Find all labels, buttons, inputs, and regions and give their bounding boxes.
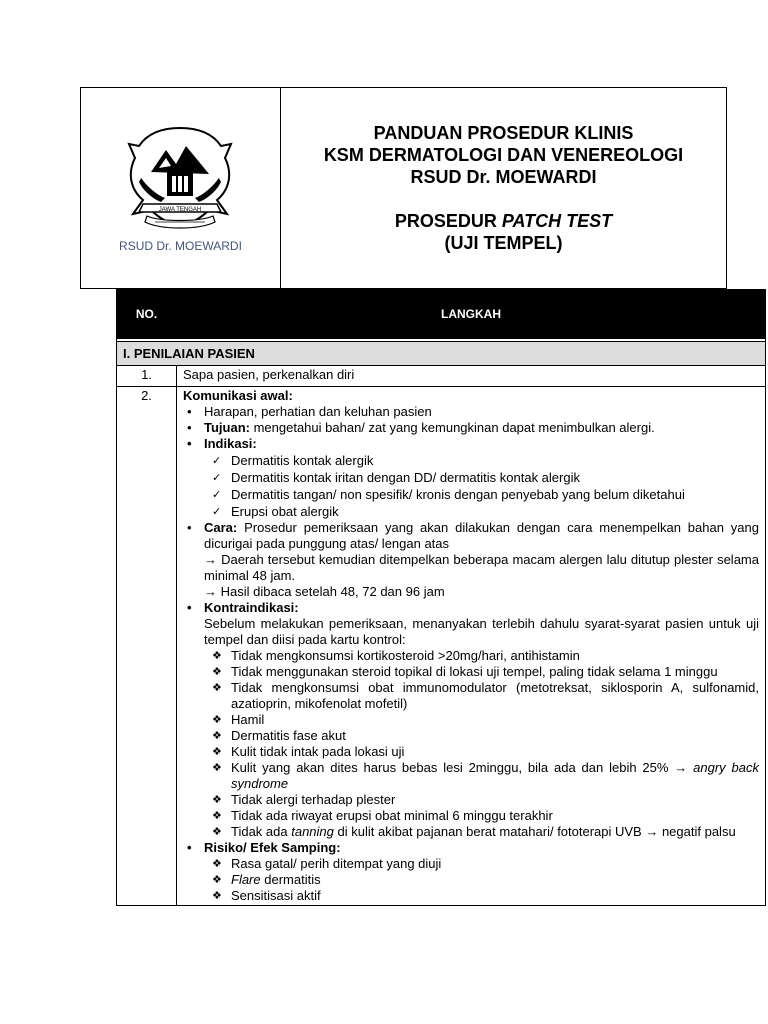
kontraindikasi-item: ❖ Tidak ada tanning di kulit akibat pajanan berat matahari/ fototerapi UVB → negatif palsu — [183, 824, 759, 840]
procedure-title: PROSEDUR PATCH TEST — [394, 211, 613, 231]
cara-step: → Hasil dibaca setelah 48, 72 dan 96 jam — [204, 584, 445, 599]
procedure-subtitle: (UJI TEMPEL) — [444, 233, 563, 253]
document-header — [80, 87, 727, 289]
procedure-title-italic: PATCH TEST — [501, 211, 613, 231]
kontraindikasi-item: ❖ Tidak alergi terhadap plester — [183, 792, 759, 808]
kontraindikasi-item: ❖ Tidak ada riwayat erupsi obat minimal 6 minggu terakhir — [183, 808, 759, 824]
risiko-item: ❖ Sensitisasi aktif — [183, 888, 759, 904]
table-row — [117, 387, 766, 906]
kontraindikasi-item: ❖ Kulit yang akan dites harus bebas lesi 2minggu, bila ada dan lebih 25% → angry back syndrome — [183, 760, 759, 792]
table-row — [117, 366, 766, 387]
cara-step: → Daerah tersebut kemudian ditempelkan beberapa macam alergen lalu ditutup plester selama minimal 48 jam. — [204, 552, 759, 583]
title-line-1: PANDUAN PROSEDUR KLINIS — [373, 123, 634, 143]
risiko-item: ❖ Rasa gatal/ perih ditempat yang diuji — [183, 856, 759, 872]
indikasi-item: ✓ Dermatitis kontak alergik — [183, 453, 759, 469]
col-header-no: NO. — [117, 290, 177, 339]
jawa-tengah-emblem-logo — [121, 124, 239, 236]
risiko-item: ❖ Flare dermatitis — [183, 872, 759, 888]
list-item: • Tujuan: mengetahui bahan/ zat yang kemungkinan dapat menimbulkan alergi. — [183, 420, 759, 436]
kontraindikasi-item: ❖ Tidak menggunakan steroid topikal di lokasi uji tempel, paling tidak selama 1 minggu — [183, 664, 759, 680]
indikasi-item: ✓ Erupsi obat alergik — [183, 504, 759, 520]
kontraindikasi-item: ❖ Dermatitis fase akut — [183, 728, 759, 744]
kontraindikasi-item: ❖ Hamil — [183, 712, 759, 728]
row-number: 1. — [117, 366, 177, 387]
procedure-table — [116, 289, 766, 906]
indikasi-heading: • Indikasi: — [183, 436, 759, 452]
list-item: • Harapan, perhatian dan keluhan pasien — [183, 404, 759, 420]
kontraindikasi-item: ❖ Tidak mengkonsumsi kortikosteroid >20mg/hari, antihistamin — [183, 648, 759, 664]
title-line-3: RSUD Dr. MOEWARDI — [410, 167, 597, 187]
kontraindikasi-heading: • Kontraindikasi: — [183, 600, 759, 616]
komunikasi-heading: Komunikasi awal: — [183, 388, 293, 403]
col-header-step: LANGKAH — [177, 290, 766, 339]
row-content — [177, 387, 766, 906]
table-header-row — [117, 290, 766, 339]
section-row — [117, 342, 766, 366]
section-title: I. PENILAIAN PASIEN — [117, 342, 766, 366]
kontraindikasi-item: ❖ Kulit tidak intak pada lokasi uji — [183, 744, 759, 760]
row-number: 2. — [117, 387, 177, 906]
kontraindikasi-intro: Sebelum melakukan pemeriksaan, menanyakan terlebih dahulu syarat-syarat pasien untuk uji tempel dan diisi pada kartu kontrol: — [204, 616, 759, 647]
risiko-heading: • Risiko/ Efek Samping: — [183, 840, 759, 856]
logo-cell — [81, 88, 281, 288]
kontraindikasi-item: ❖ Tidak mengkonsumsi obat immunomodulator (metotreksat, siklosporin A, sulfonamid, azatioprin, mikofenolat mofetil) — [183, 680, 759, 712]
indikasi-item: ✓ Dermatitis kontak iritan dengan DD/ dermatitis kontak alergik — [183, 470, 759, 486]
list-item: • Cara: Prosedur pemeriksaan yang akan dilakukan dengan cara menempelkan bahan yang dicurigai pada punggung atas/ lengan atas — [183, 520, 759, 552]
row-text: Sapa pasien, perkenalkan diri — [177, 366, 766, 387]
title-line-2: KSM DERMATOLOGI DAN VENEREOLOGI — [323, 145, 684, 165]
hospital-caption: RSUD Dr. MOEWARDI — [119, 239, 242, 253]
indikasi-item: ✓ Dermatitis tangan/ non spesifik/ kronis dengan penyebab yang belum diketahui — [183, 487, 759, 503]
svg-text:JAWA TENGAH: JAWA TENGAH — [158, 207, 202, 213]
title-cell — [281, 88, 726, 288]
